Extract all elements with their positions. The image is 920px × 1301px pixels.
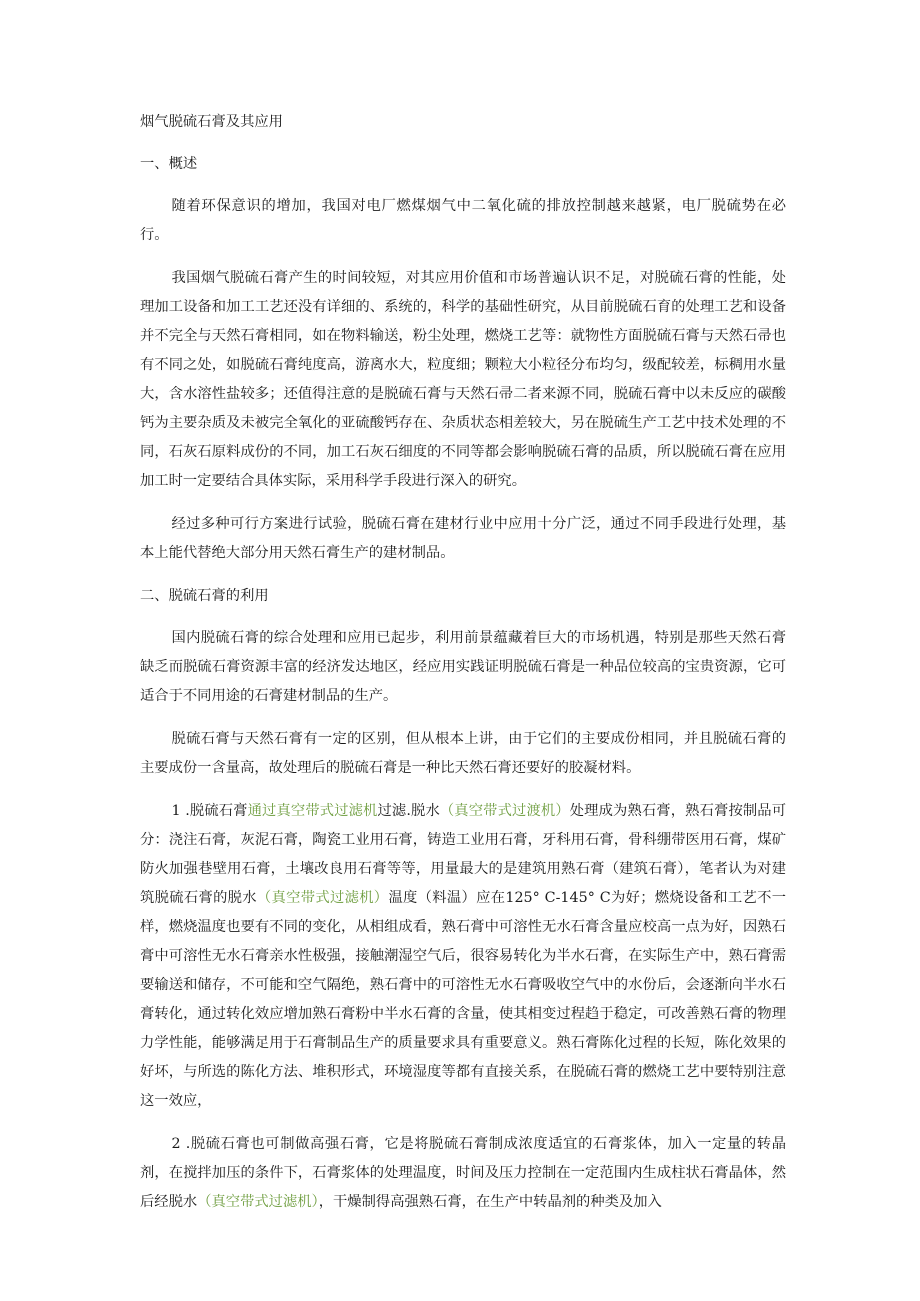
paragraph-3: 经过多种可行方案进行试验，脱硫石膏在建材行业中应用十分广泛，通过不同手段进行处理，基本上能代替绝大部分用天然石膏生产的建材制品。: [140, 516, 786, 561]
section-heading-overview: 一、概述: [140, 156, 198, 172]
paragraph-6-text-3: 处理成为熟石膏，熟石膏按制品可分：浇注石膏，灰泥石膏，陶瓷工业用石膏，铸造工业用石膏，牙科用石膏，骨科绷带医用石膏，煤矿防火加强巷壁用石膏，土壤改良用石膏等等，用量最大的是建筑用熟石膏（建筑石膏），笔者认为对建筑脱硫石膏的脱水: [140, 803, 787, 906]
paragraph-7-text-1: 2 .脱硫石膏也可制做高强石膏，它是将脱硫石膏制成浓度适宜的石膏浆体，加入一定量的转晶剂，在搅拌加压的条件下，石膏浆体的处理温度，时间及压力控制在一定范围内生成柱状石膏晶体，然后经脱水: [140, 1136, 786, 1210]
document-title: 烟气脱硫石膏及其应用: [140, 114, 283, 130]
link-vacuum-belt-filter-1[interactable]: 通过真空带式过滤机: [247, 803, 378, 819]
section-heading-utilization: 二、脱硫石膏的利用: [140, 588, 269, 604]
paragraph-7-text-2: ，干燥制得高强熟石膏，在生产中转晶剂的种类及加入: [318, 1194, 662, 1210]
paragraph-7: [140, 1130, 786, 1217]
link-vacuum-belt-filter-2[interactable]: （真空带式过渡机）: [439, 803, 570, 819]
paragraph-6: [140, 797, 786, 1116]
link-vacuum-belt-filter-3[interactable]: （真空带式过滤机）: [256, 890, 389, 906]
paragraph-5: 脱硫石膏与天然石膏有一定的区别，但从根本上讲，由于它们的主要成份相同，并且脱硫石膏的主要成份一含量高，故处理后的脱硫石膏是一种比天然石膏还要好的胶凝材料。: [140, 731, 786, 776]
paragraph-4: 国内脱硫石膏的综合处理和应用已起步，利用前景蕴藏着巨大的市场机遇，特别是那些天然石膏缺乏而脱硫石膏资源丰富的经济发达地区，经应用实践证明脱硫石膏是一种品位较高的宝贵资源，它可适合于不同用途的石膏建材制品的生产。: [140, 630, 786, 704]
paragraph-6-text-4: 温度（料温）应在125° C-145° C为好；燃烧设备和工艺不一样，燃烧温度也要有不同的变化，从相组成看，熟石膏中可溶性无水石膏含量应校高一点为好，因熟石膏中可溶性无水石膏亲水性极强，接触潮湿空气后，很容易转化为半水石膏，在实际生产中，熟石膏需要输送和储存，不可能和空气隔绝，熟石膏中的可溶性无水石膏吸收空气中的水份后，会逐渐向半水石膏转化，通过转化效应增加熟石膏粉中半水石膏的含量，使其相变过程趋于稳定，可改善熟石膏的物理力学性能，能够满足用于石膏制品生产的质量要求具有重要意义。熟石膏陈化过程的长短，陈化效果的好坏，与所选的陈化方法、堆积形式，环境湿度等都有直接关系，在脱硫石膏的燃烧工艺中要特别注意这一效应，: [140, 890, 787, 1109]
paragraph-2: 我国烟气脱硫石膏产生的时间较短，对其应用价值和市场普遍认识不足，对脱硫石膏的性能，处理加工设备和加工工艺还没有详细的、系统的，科学的基础性研究，从目前脱硫石育的处理工艺和设备并不完全与天然石膏相同，如在物料输送，粉尘处理，燃烧工艺等：就物性方面脱硫石膏与天然石帚也有不同之处，如脱硫石膏纯度高，游离水大，粒度细；颗粒大小粒径分布均匀，级配较差，标稠用水量大，含水溶性盐较多；还值得注意的是脱硫石膏与天然石帚二者来源不同，脱硫石膏中以未反应的碳酸钙为主要杂质及未被完全氧化的亚硫酸钙存在、杂质状态相差较大，另在脱硫生产工艺中技术处理的不同，石灰石原料成份的不同，加工石灰石细度的不同等都会影响脱硫石膏的品质，所以脱硫石膏在应用加工时一定要结合具体实际，采用科学手段进行深入的研究。: [140, 270, 786, 489]
paragraph-6-text-2: 过滤.脱水: [377, 803, 440, 819]
paragraph-6-text-1: 1 .脱硫石膏: [171, 803, 248, 819]
document-body: [140, 108, 786, 1217]
paragraph-1: 随着环保意识的增加，我国对电厂燃煤烟气中二氧化硫的排放控制越来越紧，电厂脱硫势在必行。: [140, 198, 786, 243]
link-vacuum-belt-filter-4[interactable]: （真空带式过滤机）: [197, 1194, 319, 1210]
